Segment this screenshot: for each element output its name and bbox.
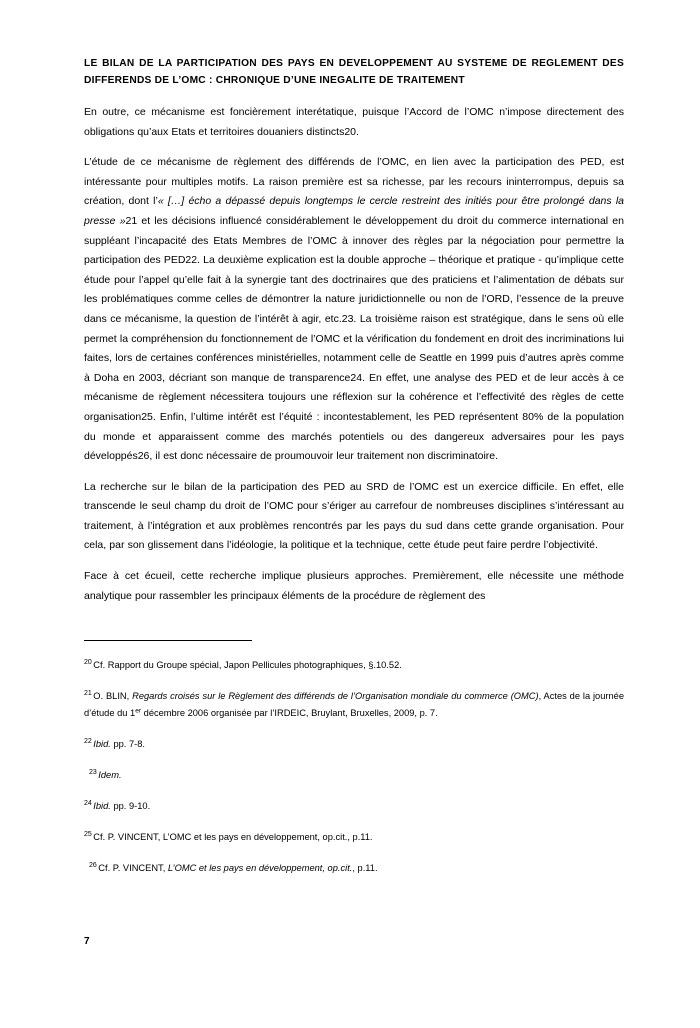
body-content: [84, 103, 624, 606]
footnote-21: [84, 688, 624, 722]
footnote-24: [84, 798, 624, 815]
footnote-22-ibid: Ibid.: [93, 739, 111, 750]
footnote-21-marker: 21: [84, 690, 92, 698]
footnote-25: [84, 829, 624, 846]
footnote-21-text-part1: O. BLIN,: [93, 691, 133, 702]
footnote-21-text-part3: décembre 2006 organisée par l’IRDEIC, Bruylant, Bruxelles, 2009, p. 7.: [141, 708, 438, 719]
footnote-22-marker: 22: [84, 738, 92, 746]
footnotes-section: [84, 657, 624, 877]
paragraph-2-segment-quote: « […] écho a dépassé depuis longtemps le cercle restreint des initiés pour être prolongé dans la presse »: [84, 195, 625, 227]
footnote-20-marker: 20: [84, 659, 92, 667]
paragraph-2-segment-rest: 21 et les décisions influencé considérablement le développement du droit du commerce international en suppléant l’incapacité des Etats Membres de l’OMC à innover des règles par la négociation pour permettre la participation des PED22. La deuxième explication est la double approche – théorique et pratique - qu’implique cette étude pour l’appel qu’elle fait à la synergie tant des doctrinaires que des praticiens et l’alimentation de débats sur les problématiques comme celles de démontrer la nature juridictionnelle ou non de l’ORD, l’essence de la preuve dans ce mécanisme, la question de l’intérêt à agir, etc.23. La troisième raison est stratégique, dans le sens où elle permet la compréhension du fonctionnement de l’OMC et la vérification du fondement en droit des incriminations lui faites, lors de certaines conférences ministérielles, notamment celle de Seattle en 1999 puis d’autres après comme à Doha en 2003, décriant son manque de transparence24. En effet, une analyse des PED et de leur accès à ce mécanisme de règlement nécessitera toujours une réflexion sur la cohérence et l’effectivité des règles de cette organisation25. Enfin, l’ultime intérêt est l’équité : incontestablement, les PED représentent 80% de la population du monde et apparaissent comme des marchés potentiels ou des dangereux adversaires pour les pays développés26, il est donc nécessaire de proumouvoir leur traitement non discriminatoire.: [84, 214, 624, 463]
footnote-22: [84, 736, 624, 753]
footnote-20: [84, 657, 624, 674]
paragraph-1: En outre, ce mécanisme est foncièrement interétatique, puisque l’Accord de l’OMC n’impose directement des obligations qu’aux Etats et territoires douaniers distincts20.: [84, 106, 624, 138]
paragraph-2-segment-normal: L’étude de ce mécanisme de règlement des différends de l’OMC, en lien avec la participation des PED, est intéressante pour multiples motifs. La raison première est sa richesse, par les recours ininterrompus, depuis sa création, dont l’: [84, 156, 624, 208]
footnote-24-ibid: Ibid.: [93, 801, 111, 812]
footnote-24-marker: 24: [84, 800, 92, 808]
page-title: LE BILAN DE LA PARTICIPATION DES PAYS EN DEVELOPPEMENT AU SYSTEME DE REGLEMENT DES DIFFERENDS DE L’OMC : CHRONIQUE D’UNE INEGALITE DE TRAITEMENT: [84, 58, 624, 86]
footnote-26-title: L’OMC et les pays en développement, op.cit.: [167, 863, 353, 874]
paragraph-2: [84, 153, 624, 467]
page-number: 7: [84, 936, 90, 947]
footnote-23-marker: 23: [89, 769, 97, 777]
footnote-26: [84, 860, 624, 877]
footnote-23-idem: Idem.: [98, 770, 122, 781]
footnote-25-text: Cf. P. VINCENT, L’OMC et les pays en développement, op.cit., p.11.: [93, 832, 373, 843]
footnote-26-text-part2: , p.11.: [352, 863, 378, 874]
paragraph-3: La recherche sur le bilan de la participation des PED au SRD de l’OMC est un exercice difficile. En effet, elle transcende le seul champ du droit de l’OMC pour s’ériger au carrefour de nombreuses disciplines s’intéressant au traitement, à l’intégration et aux problèmes rencontrés par les pays du sud dans cette grande organisation. Pour cela, par son glissement dans l’idéologie, la politique et la technique, cette étude peut faire perdre l’objectivité.: [84, 480, 624, 552]
footnote-21-ordinal-suffix: er: [135, 707, 142, 715]
footnote-23: [84, 767, 624, 784]
footnote-21-title: Regards croisés sur le Règlement des différends de l’Organisation mondiale du commerce (OMC): [132, 691, 539, 702]
footnote-24-pages: pp. 9-10.: [110, 801, 151, 812]
footnote-26-marker: 26: [89, 862, 97, 870]
footnote-25-marker: 25: [84, 831, 92, 839]
footnote-separator: [84, 640, 252, 641]
paragraph-4: Face à cet écueil, cette recherche implique plusieurs approches. Premièrement, elle nécessite une méthode analytique pour rassembler les principaux éléments de la procédure de règlement des: [84, 570, 624, 602]
footnote-26-text-part1: Cf. P. VINCENT,: [98, 863, 168, 874]
footnote-20-text: Cf. Rapport du Groupe spécial, Japon Pellicules photographiques, §.10.52.: [93, 660, 402, 671]
footnote-21-text-part2: , Actes de la journée d’étude du 1: [84, 691, 625, 719]
footnote-22-pages: pp. 7-8.: [110, 739, 145, 750]
